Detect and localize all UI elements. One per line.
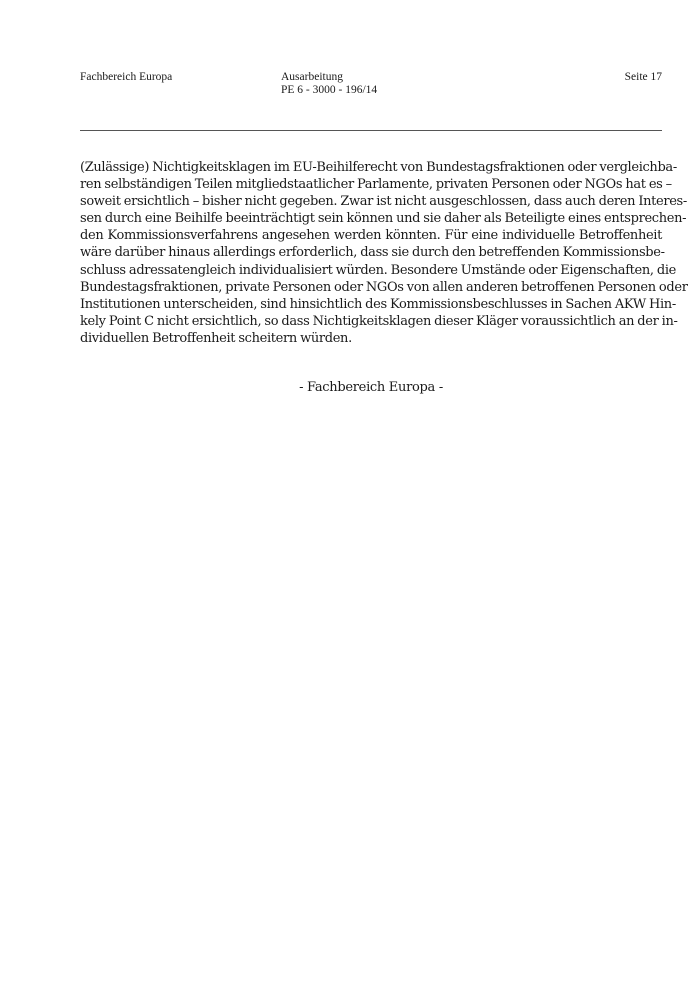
paragraph-line: Bundestagsfraktionen, private Personen oder NGOs von allen anderen betroffenen Personen oder xyxy=(80,279,688,295)
header-document-type: Ausarbeitung xyxy=(281,71,343,83)
paragraph-line: soweit ersichtlich – bisher nicht gegeben. Zwar ist nicht ausgeschlossen, dass auch deren Interes- xyxy=(80,194,687,210)
paragraph-line: den Kommissionsverfahrens angesehen werden könnten. Für eine individuelle Betroffenheit xyxy=(80,228,662,244)
paragraph-line: ren selbständigen Teilen mitgliedstaatlicher Parlamente, privaten Personen oder NGOs hat es – xyxy=(80,177,672,193)
header-divider xyxy=(80,130,662,131)
page-header xyxy=(80,71,662,111)
paragraph-line: sen durch eine Beihilfe beeinträchtigt sein können und sie daher als Beteiligte eines entsprechen- xyxy=(80,211,687,227)
header-department: Fachbereich Europa xyxy=(80,71,173,83)
paragraph-line: dividuellen Betroffenheit scheitern würden. xyxy=(80,330,352,346)
paragraph-line: schluss adressatengleich individualisiert würden. Besondere Umstände oder Eigenschaften, die xyxy=(80,262,677,278)
paragraph-line: kely Point C nicht ersichtlich, so dass Nichtigkeitsklagen dieser Kläger voraussichtlich an der in- xyxy=(80,313,678,329)
body-paragraph xyxy=(80,159,688,347)
header-page-number: Seite 17 xyxy=(624,71,662,83)
paragraph-line: wäre darüber hinaus allerdings erforderlich, dass sie durch den betreffenden Kommissionsbe- xyxy=(80,245,665,261)
closing-signature: - Fachbereich Europa - xyxy=(299,380,443,395)
header-document-reference: PE 6 - 3000 - 196/14 xyxy=(281,84,378,96)
paragraph-line: Institutionen unterscheiden, sind hinsichtlich des Kommissionsbeschlusses in Sachen AKW Hin- xyxy=(80,296,676,312)
header-document-info xyxy=(281,71,377,97)
paragraph-line: (Zulässige) Nichtigkeitsklagen im EU-Beihilferecht von Bundestagsfraktionen oder vergleichba- xyxy=(80,160,677,175)
